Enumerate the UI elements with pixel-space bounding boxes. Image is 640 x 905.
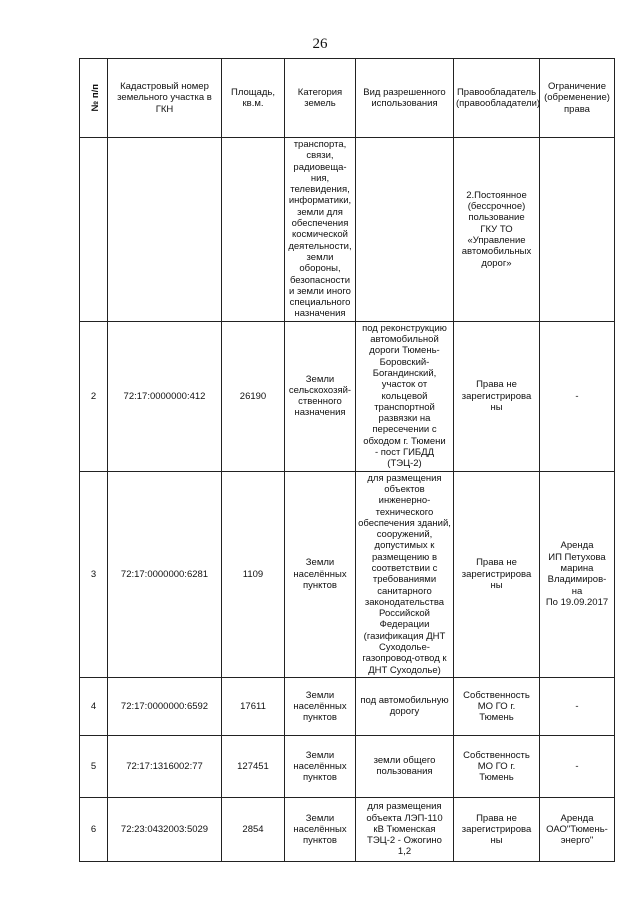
cell-restriction: - <box>540 677 615 735</box>
cell-owner: Права не зарегистрирова ны <box>454 797 540 861</box>
cell-area: 17611 <box>222 677 285 735</box>
cell-category: Земли населённых пунктов <box>285 735 356 797</box>
cell-category: Земли населённых пунктов <box>285 677 356 735</box>
table-row <box>80 138 615 322</box>
cell-owner: Собственность МО ГО г. Тюмень <box>454 735 540 797</box>
header-cadastral: Кадастровый номер земельного участка в ГКН <box>108 59 222 138</box>
cell-category: Земли населённых пунктов <box>285 797 356 861</box>
table-row <box>80 735 615 797</box>
cell-cadastral: 72:17:0000000:412 <box>108 321 222 471</box>
cell-num: 3 <box>80 471 108 677</box>
cell-cadastral: 72:23:0432003:5029 <box>108 797 222 861</box>
cell-use: для размещения объектов инженерно- технического обеспечения зданий, сооружений, допустимых к размещению в соответствии с требованиями санитарного законодательства Российской Федерации (газификация ДНТ Суходолье- газопровод-отвод к ДНТ Суходолье) <box>356 471 454 677</box>
header-restriction: Ограничение (обременение) права <box>540 59 615 138</box>
cell-cadastral: 72:17:0000000:6592 <box>108 677 222 735</box>
cell-area: 2854 <box>222 797 285 861</box>
header-area: Площадь, кв.м. <box>222 59 285 138</box>
table-header-row <box>80 59 615 138</box>
header-owner: Правообладатель (правообладатели) <box>454 59 540 138</box>
cell-area: 26190 <box>222 321 285 471</box>
cell-restriction: - <box>540 321 615 471</box>
cell-cadastral: 72:17:0000000:6281 <box>108 471 222 677</box>
cell-area: 127451 <box>222 735 285 797</box>
page-number: 26 <box>312 36 328 52</box>
cell-owner: Собственность МО ГО г. Тюмень <box>454 677 540 735</box>
cell-use: под автомобильную дорогу <box>356 677 454 735</box>
cell-restriction <box>540 138 615 322</box>
cell-num: 2 <box>80 321 108 471</box>
cell-owner: 2.Постоянное (бессрочное) пользование ГКУ ТО «Управление автомобильных дорог» <box>454 138 540 322</box>
land-plots-table <box>79 58 615 862</box>
table-row <box>80 321 615 471</box>
cell-restriction: Аренда ИП Петухова марина Владимиров- на По 19.09.2017 <box>540 471 615 677</box>
header-num: № п/п <box>80 59 108 138</box>
cell-cadastral: 72:17:1316002:77 <box>108 735 222 797</box>
cell-num: 5 <box>80 735 108 797</box>
cell-num: 6 <box>80 797 108 861</box>
cell-owner: Права не зарегистрирова ны <box>454 471 540 677</box>
cell-cadastral <box>108 138 222 322</box>
cell-area: 1109 <box>222 471 285 677</box>
cell-use: под реконструкцию автомобильной дороги Тюмень- Боровский- Богандинский, участок от кольцевой транспортной развязки на пересечении с обходом г. Тюмени - пост ГИБДД (ТЭЦ-2) <box>356 321 454 471</box>
cell-use: для размещения объекта ЛЭП-110 кВ Тюменская ТЭЦ-2 - Ожогино 1,2 <box>356 797 454 861</box>
cell-use <box>356 138 454 322</box>
cell-category: Земли населённых пунктов <box>285 471 356 677</box>
table-row <box>80 471 615 677</box>
table-row <box>80 797 615 861</box>
table-row <box>80 677 615 735</box>
cell-num <box>80 138 108 322</box>
header-category: Категория земель <box>285 59 356 138</box>
cell-category: транспорта, связи, радиовеща- ния, телевидения, информатики, земли для обеспечения космической деятельности, земли обороны, безопасности и земли иного специального назначения <box>285 138 356 322</box>
cell-restriction: - <box>540 735 615 797</box>
cell-category: Земли сельскохозяй- ственного назначения <box>285 321 356 471</box>
header-use: Вид разрешенного использования <box>356 59 454 138</box>
cell-restriction: Аренда ОАО"Тюмень- энерго" <box>540 797 615 861</box>
cell-owner: Права не зарегистрирова ны <box>454 321 540 471</box>
cell-num: 4 <box>80 677 108 735</box>
cell-area <box>222 138 285 322</box>
cell-use: земли общего пользования <box>356 735 454 797</box>
